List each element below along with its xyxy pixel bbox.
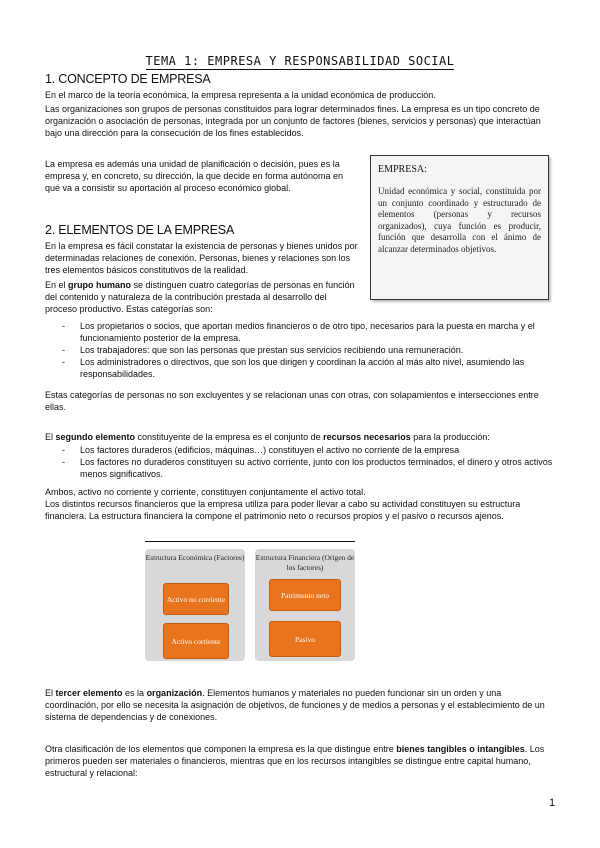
list-item: - Los factores duraderos (edificios, máquinas…) constituyen el activo no corriente de la empresa <box>45 444 557 456</box>
s1-paragraph-3: La empresa es además una unidad de planificación o decisión, pues es la empresa y, en concreto, su dirección, la que decide en forma autónoma en qué va a consistir su aportación al proceso económico global. <box>45 159 344 193</box>
grupo-humano-term: grupo humano <box>68 280 132 290</box>
patrimonio-neto-box: Patrimonio neto <box>269 579 341 611</box>
activo-corriente-box: Activo corriente <box>163 623 229 659</box>
diagram-top-line <box>145 541 355 542</box>
estructura-diagram <box>145 537 355 662</box>
activo-no-corriente-box: Activo no corriente <box>163 583 229 615</box>
list-item: - Los propietarios o socios, que aportan medios financieros o de otro tipo, necesarios para la puesta en marcha y el funcionamiento posterior de la empresa. <box>45 320 557 344</box>
s2-paragraph-2: En el grupo humano se distinguen cuatro categorías de personas en función del contenido y naturaleza de la contribución prestada al desarrollo del proceso productivo. Estas categorías son: <box>45 280 355 314</box>
s2-paragraph-5: Ambos, activo no corriente y corriente, constituyen conjuntamente el activo total. <box>45 487 366 497</box>
s1-paragraph-2: Las organizaciones son grupos de personas constituidos para lograr determinados fines. La empresa es un tipo concreto de organización o asociación de personas, integrada por un conjunto de factores (bienes, servicios y personas) que interactúan bajo una dirección para la consecución de los fines establecidos. <box>45 104 541 138</box>
box-body: Unidad económica y social, constituida por un conjunto coordinado y estructurado de elementos (personas y recursos organizados), cuya función es producir, función que desarrolla con el ánimo de alcanzar determinados objetivos. <box>378 186 541 254</box>
list-item: - Los trabajadores: que son las personas que prestan sus servicios recibiendo una remuneración. <box>45 344 557 356</box>
section-2-heading: 2. ELEMENTOS DE LA EMPRESA <box>45 223 235 237</box>
document-title: TEMA 1: EMPRESA Y RESPONSABILIDAD SOCIAL <box>145 54 455 68</box>
s2-paragraph-4: El segundo elemento constituyente de la empresa es el conjunto de recursos necesarios para la producción: <box>45 432 490 442</box>
s2-paragraph-1: En la empresa es fácil constatar la existencia de personas y bienes unidos por determinadas relaciones de conexión. Personas, bienes y relaciones son los tres elementos básicos constitutivos de la realidad. <box>45 241 358 275</box>
recursos-list <box>45 444 557 480</box>
s2-paragraph-8: Otra clasificación de los elementos que componen la empresa es la que distingue entre bienes tangibles o intangibles. Los primeros pueden ser materiales o financieros, mientras que en los recursos intangibles se distingue entre capital humano, estructural y relacional: <box>45 744 545 778</box>
s2-paragraph-7: El tercer elemento es la organización. Elementos humanos y materiales no pueden funcionar sin un orden y una coordinación, por ello se necesita la asignación de objetivos, de funciones y de medios a personas y el establecimiento de un sistema de dependencias y de conexiones. <box>45 688 545 722</box>
economica-title: Estructura Económica (Factores) <box>145 553 245 562</box>
list-item: - Los factores no duraderos constituyen su activo corriente, junto con los productos terminados, el dinero y otros activos menos significativos. <box>45 456 557 480</box>
financiera-panel <box>255 549 355 661</box>
s2-paragraph-6: Los distintos recursos financieros que la empresa utiliza para poder llevar a cabo su actividad constituyen su estructura financiera. La estructura financiera la compone el patrimonio neto o recursos propios y el pasivo o recursos ajenos. <box>45 499 521 521</box>
economica-panel <box>145 549 245 661</box>
personas-list <box>45 320 557 380</box>
section-1-heading: 1. CONCEPTO DE EMPRESA <box>45 72 211 86</box>
list-item: - Los administradores o directivos, que son los que dirigen y coordinan la acción al más alto nivel, asumiendo las responsabilidades. <box>45 356 557 380</box>
empresa-definition-box <box>370 155 549 300</box>
financiera-title: Estructura Financiera (Origen de los factores) <box>255 553 355 572</box>
pasivo-box: Pasivo <box>269 621 341 657</box>
page-number: 1 <box>549 797 556 809</box>
s2-paragraph-3: Estas categorías de personas no son excluyentes y se relacionan unas con otras, con solapamientos e intersecciones entre ellas. <box>45 390 539 412</box>
s1-paragraph-1: En el marco de la teoría económica, la empresa representa a la unidad económica de producción. <box>45 90 436 100</box>
box-title: EMPRESA: <box>378 164 427 175</box>
